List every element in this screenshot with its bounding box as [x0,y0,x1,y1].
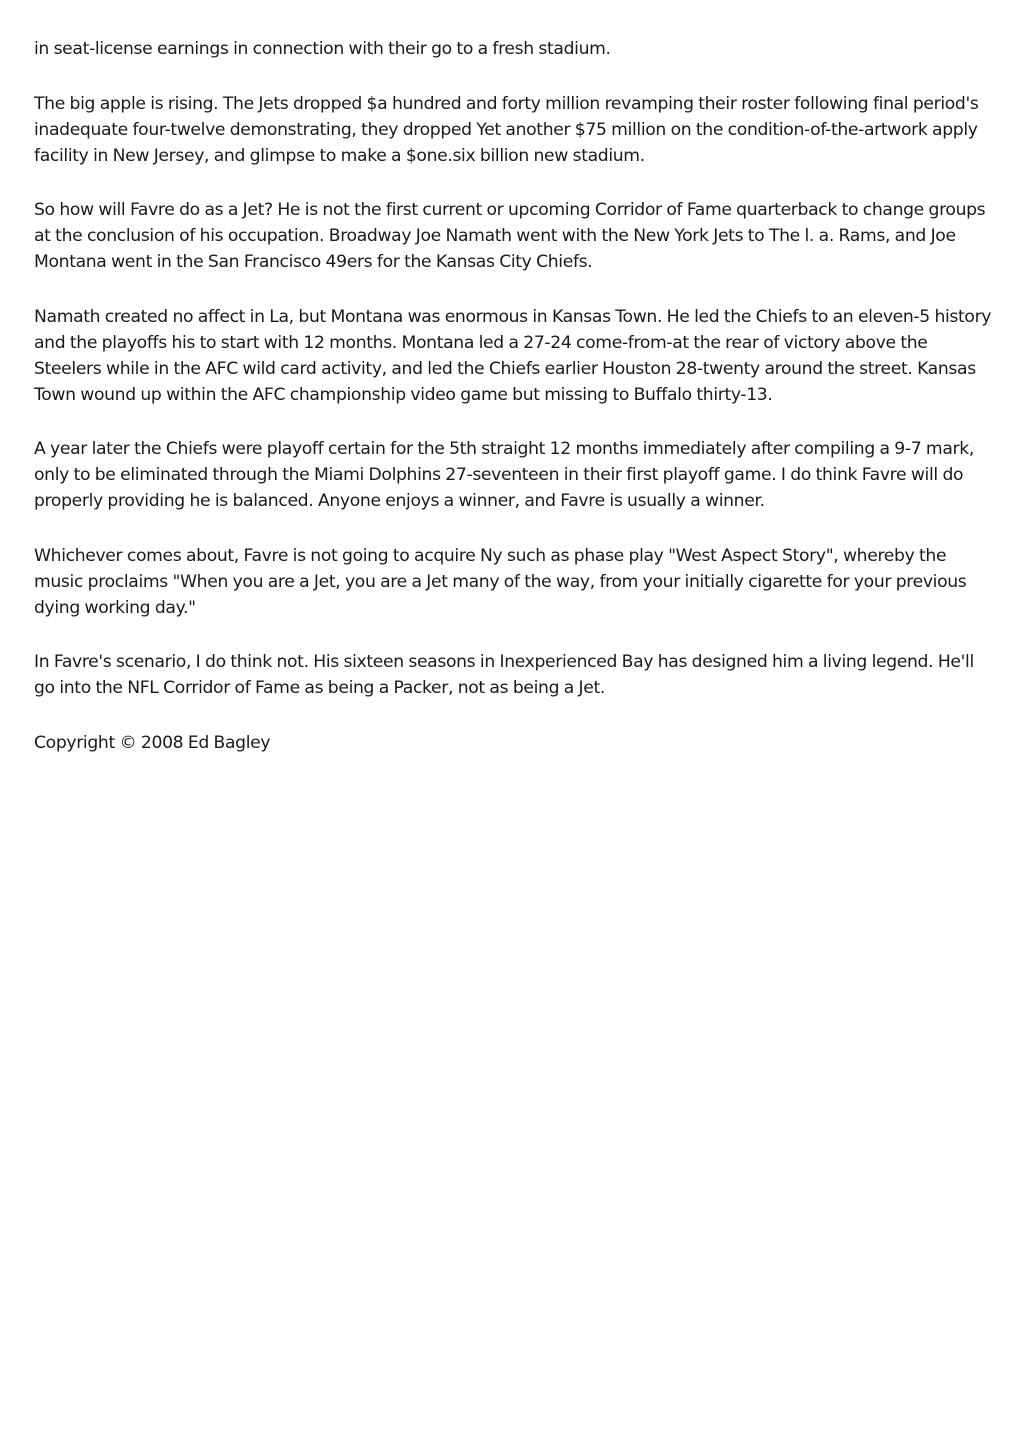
paragraph-6: Whichever comes about, Favre is not going to acquire Ny such as phase play "West Aspect Story", whereby the music proclaims "When you are a Jet, you are a Jet many of the way, from your initially cigarette for your previous dying working day." [34,545,967,618]
paragraph-7: In Favre's scenario, I do think not. His sixteen seasons in Inexperienced Bay has designed him a living legend. He'll go into the NFL Corridor of Fame as being a Packer, not as being a Jet. [34,652,974,698]
paragraph-3: So how will Favre do as a Jet? He is not the first current or upcoming Corridor of Fame quarterback to change groups at the conclusion of his occupation. Broadway Joe Namath went with the New York Jets to The l. a. Rams, and Joe Montana went in the San Francisco 49ers for the Kansas City Chiefs. [34,200,986,272]
paragraph-2: The big apple is rising. The Jets dropped $a hundred and forty million revamping their roster following final period's inadequate four-twelve demonstrating, they dropped Yet another $75 million on the condition-of-the-artwork apply facility in New Jersey, and glimpse to make a $one.six billion new stadium. [34,93,979,166]
paragraph-1: in seat-license earnings in connection with their go to a fresh stadium. [34,39,611,59]
paragraph-5: A year later the Chiefs were playoff certain for the 5th straight 12 months immediately after compiling a 9-7 mark, only to be eliminated through the Miami Dolphins 27-seventeen in their first playoff game. I do think Favre will do properly providing he is balanced. Anyone enjoys a winner, and Favre is usually a winner. [34,439,974,511]
paragraph-4: Namath created no affect in La, but Montana was enormous in Kansas Town. He led the Chiefs to an eleven-5 history and the playoffs his to start with 12 months. Montana led a 27-24 come-from-at the rear of victory above the Steelers while in the AFC wild card activity, and led the Chiefs earlier Houston 28-twenty around the street. Kansas Town wound up within the AFC championship video game but missing to Buffalo thirty-13. [34,306,992,405]
copyright-notice: Copyright © 2008 Ed Bagley [34,732,271,753]
article-body [34,36,992,784]
